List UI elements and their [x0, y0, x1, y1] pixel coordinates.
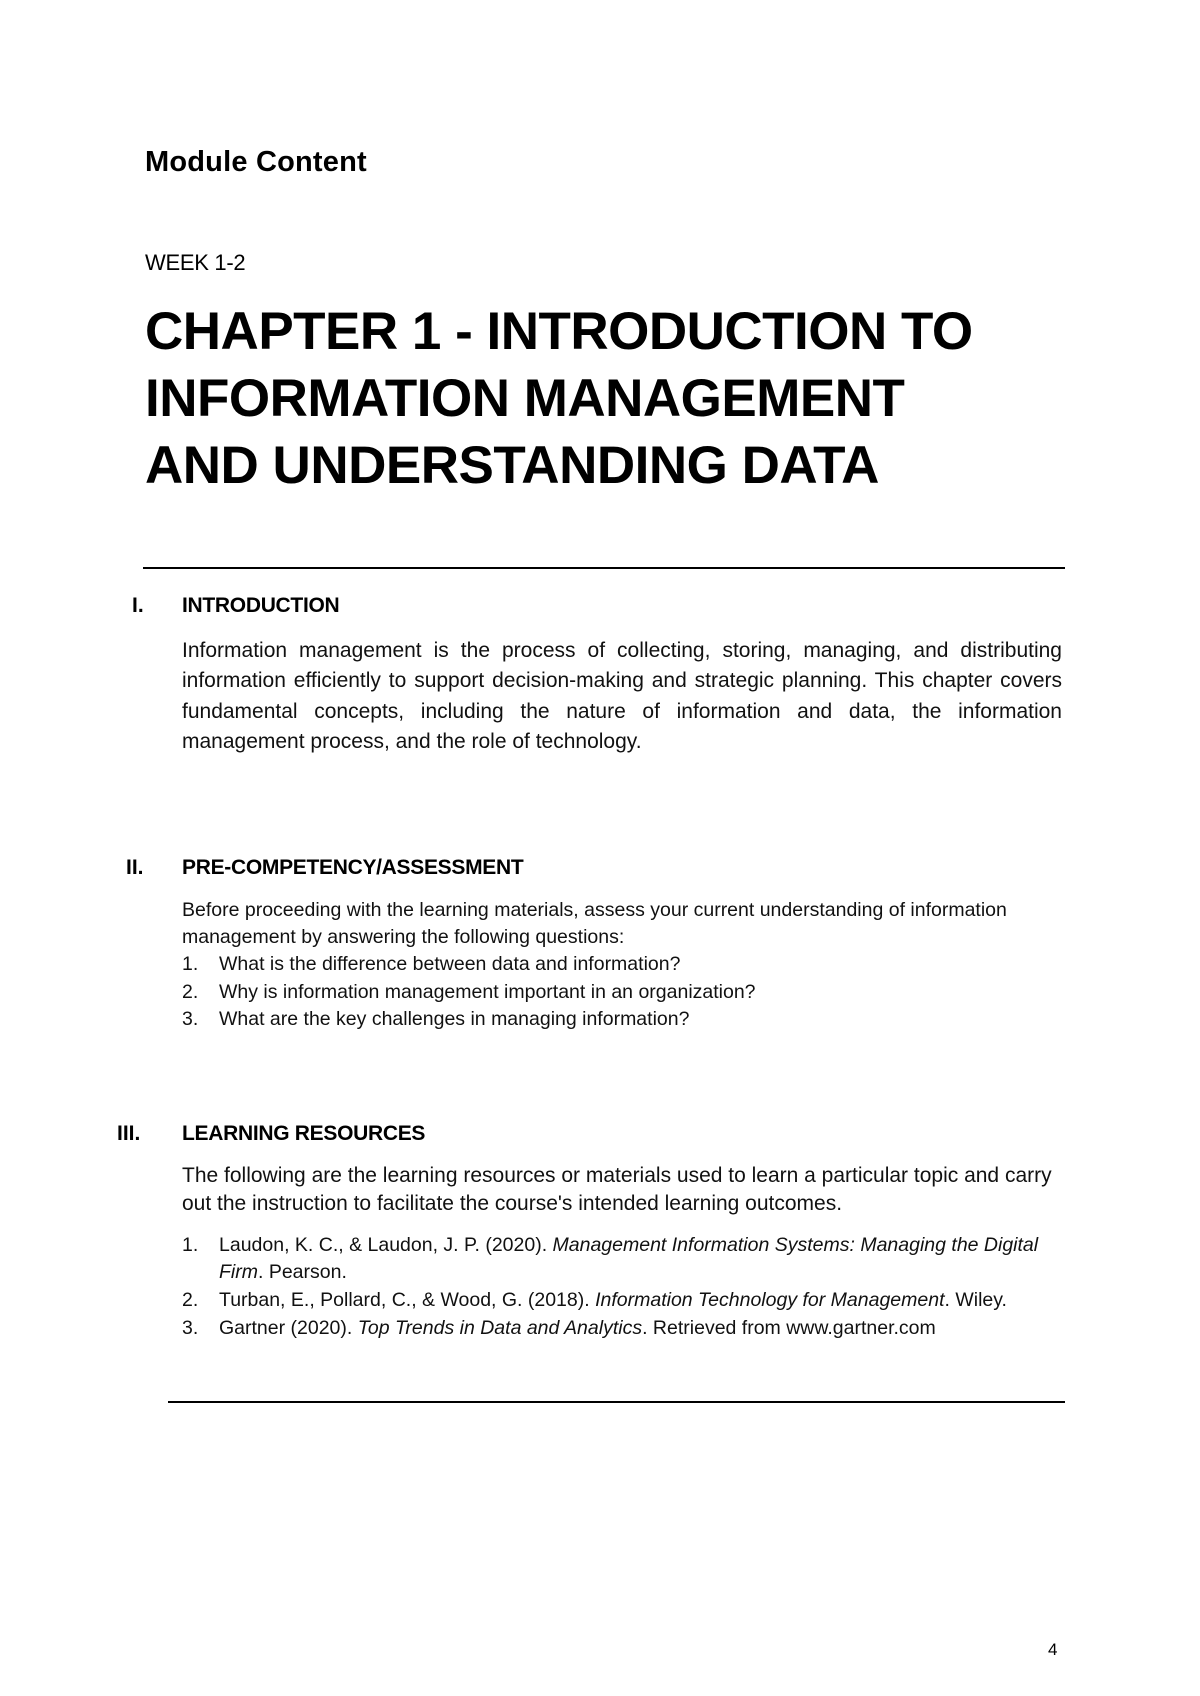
reference-rest: . Pearson.: [257, 1261, 347, 1283]
week-label: WEEK 1-2: [145, 250, 246, 275]
chapter-title-line-1: CHAPTER 1 - INTRODUCTION TO: [145, 302, 973, 361]
reference-number: 2.: [182, 1289, 199, 1311]
section-number-learning-resources: III.: [117, 1122, 141, 1145]
list-item: [182, 979, 1062, 1007]
reference-authors: Turban, E., Pollard, C., & Wood, G. (2018).: [219, 1289, 596, 1311]
list-item: [182, 1006, 1062, 1034]
reference-rest: . Retrieved from www.gartner.com: [642, 1317, 936, 1339]
reference-list: [182, 1232, 1062, 1343]
top-divider: [143, 567, 1065, 569]
section-heading-pre-assessment: PRE-COMPETENCY/ASSESSMENT: [182, 856, 524, 879]
chapter-title-line-2: INFORMATION MANAGEMENT: [145, 369, 905, 428]
list-item-text: What are the key challenges in managing information?: [219, 1008, 690, 1030]
reference-item: [182, 1232, 1062, 1286]
assessment-question-list: [182, 951, 1062, 1034]
list-item-text: What is the difference between data and information?: [219, 953, 681, 975]
list-item: [182, 951, 1062, 979]
reference-item: [182, 1315, 1062, 1342]
reference-number: 3.: [182, 1317, 199, 1339]
list-item-number: 3.: [182, 1008, 199, 1030]
reference-title: Information Technology for Management: [595, 1289, 945, 1311]
reference-item: [182, 1287, 1062, 1314]
reference-title: Top Trends in Data and Analytics: [357, 1317, 643, 1339]
chapter-title-line-3: AND UNDERSTANDING DATA: [145, 436, 879, 495]
chapter-title: [145, 298, 1085, 499]
reference-authors: Gartner (2020).: [219, 1317, 358, 1339]
section-heading-learning-resources: LEARNING RESOURCES: [182, 1122, 426, 1145]
reference-rest: . Wiley.: [944, 1289, 1007, 1311]
reference-number: 1.: [182, 1234, 199, 1256]
page-number: 4: [1048, 1640, 1058, 1659]
list-item-text: Why is information management important in an organization?: [219, 980, 756, 1003]
list-item-number: 2.: [182, 980, 199, 1003]
section-number-introduction: I.: [132, 594, 144, 617]
module-title: Module Content: [145, 146, 367, 178]
list-item-number: 1.: [182, 953, 199, 975]
learning-resources-body: The following are the learning resources or materials used to learn a particular topic and carry out the instruction to facilitate the course's intended learning outcomes.: [182, 1164, 1052, 1215]
pre-assessment-body: Before proceeding with the learning materials, assess your current understanding of information management by answering the following questions:: [182, 899, 1007, 948]
bottom-divider: [168, 1401, 1065, 1403]
reference-authors: Laudon, K. C., & Laudon, J. P. (2020).: [219, 1234, 553, 1256]
section-heading-introduction: INTRODUCTION: [182, 594, 340, 617]
introduction-body: Information management is the process of collecting, storing, managing, and distributing information efficiently to support decision-making and strategic planning. This chapter covers fundamental concepts, including the nature of information and data, the information management process, and the role of technology.: [182, 639, 1062, 753]
section-number-pre-assessment: II.: [126, 856, 144, 879]
reference-title: Management Information Systems: Managing the Digital Firm: [219, 1234, 1039, 1283]
